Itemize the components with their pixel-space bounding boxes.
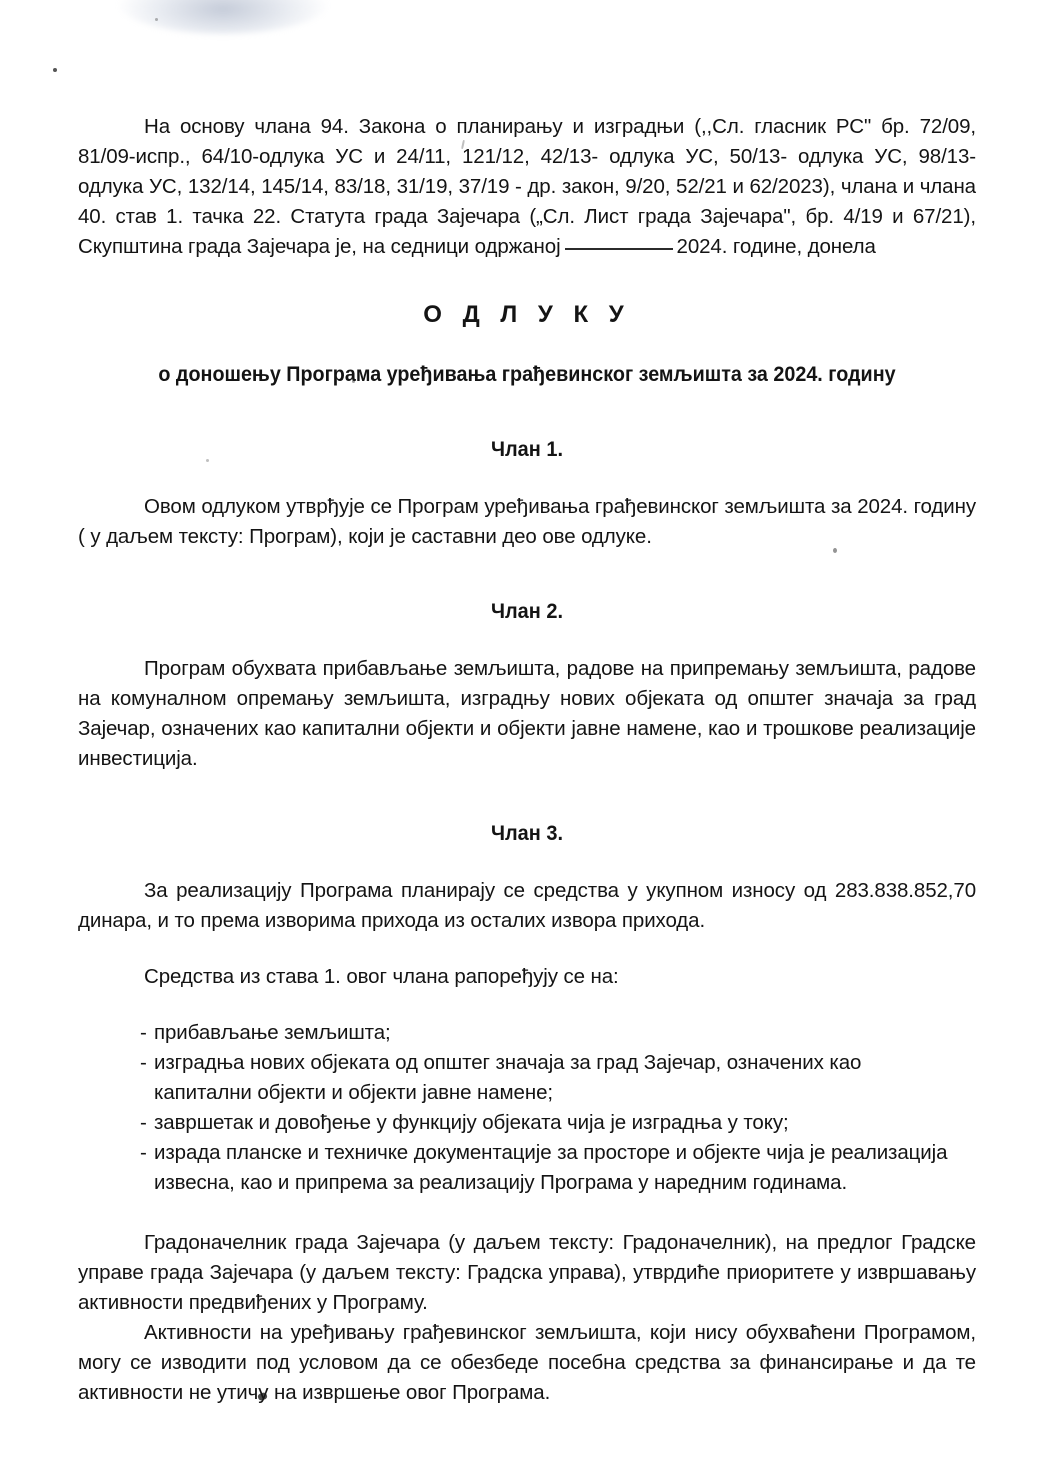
article-heading-2: Члан 2. xyxy=(490,600,564,623)
opening-paragraph-before-blank: На основу члана 94. Закона о планирању и изградњи (,,Сл. гласник РС" бр. 72/09, 81/09-испр., 64/10-одлука УС и 24/11, 121/12, 42/13- одлука УС, 50/13- одлука УС, 98/13- одлука УС, 132/14, 145/14, 83/18, 31/19, 37/19 - др. закон, 9/20, 52/21 и 62/2023), члана и члана 40. став 1. тачка 22. Статута града Зајечара („Сл. Лист града Зајечара", бр. 4/19 и 67/21), Скупштина града Зајечара је, на седници одржаној xyxy=(78,115,976,258)
opening-paragraph-after-blank: 2024. године, донела xyxy=(676,235,876,258)
date-blank-field[interactable] xyxy=(565,248,673,250)
list-item: - израда планске и техничке документације за просторе и објекте чија је реализација извесна, као и припрема за реализацију Програма у наредним годинама. xyxy=(140,1138,964,1198)
closing-paragraph-activities: Активности на уређивању грађевинског земљишта, који нису обухваћени Програмом, могу се изводити под условом да се обезбеде посебна средства за финансирање и да те активности не утичу на извршење овог Програма. xyxy=(78,1321,976,1404)
document-body xyxy=(78,0,976,1408)
list-item: - прибављање земљишта; xyxy=(140,1018,964,1048)
list-item: - изградња нових објеката од општег значаја за град Зајечар, означених као капитални објекти и објекти јавне намене; xyxy=(140,1048,964,1108)
document-title: О Д Л У К У xyxy=(423,301,631,328)
article-1-paragraph: Овом одлуком утврђује се Програм уређивања грађевинског земљишта за 2024. годину ( у даљем тексту: Програм), који је саставни део ове одлуке. xyxy=(78,495,976,548)
scan-speck-artifact xyxy=(53,68,57,72)
article-3-allocation-list xyxy=(78,1018,976,1198)
opening-paragraph xyxy=(78,112,976,262)
article-3-paragraph: За реализацију Програма планирају се средства у укупном износу од 283.838.852,70 динара, и то према изворима прихода из осталих извора прихода. xyxy=(78,879,976,932)
list-item: - завршетак и довођење у функцију објеката чија је изградња у току; xyxy=(140,1108,964,1138)
closing-paragraph-mayor: Градоначелник града Зајечара (у даљем тексту: Градоначелник), на предлог Градске управе града Зајечара (у даљем тексту: Градска управа), утврдиће приоритете у извршавању активности предвиђених у Програму. xyxy=(78,1231,976,1314)
article-heading-1: Члан 1. xyxy=(490,438,564,461)
article-2-paragraph: Програм обухвата прибављање земљишта, радове на припремању земљишта, радове на комуналном опремању земљишта, изградњу нових објеката од општег значаја за град Зајечар, означених као капитални објекти и објекти јавне намене, као и трошкове реализације инвестиција. xyxy=(78,657,976,770)
article-heading-3: Члан 3. xyxy=(490,822,564,845)
article-3-list-intro: Средства из става 1. овог члана рапоређују се на: xyxy=(144,965,619,988)
article-3-closing-block xyxy=(78,1228,976,1408)
document-subtitle: о доношењу Програма уређивања грађевинског земљишта за 2024. годину xyxy=(158,363,896,386)
